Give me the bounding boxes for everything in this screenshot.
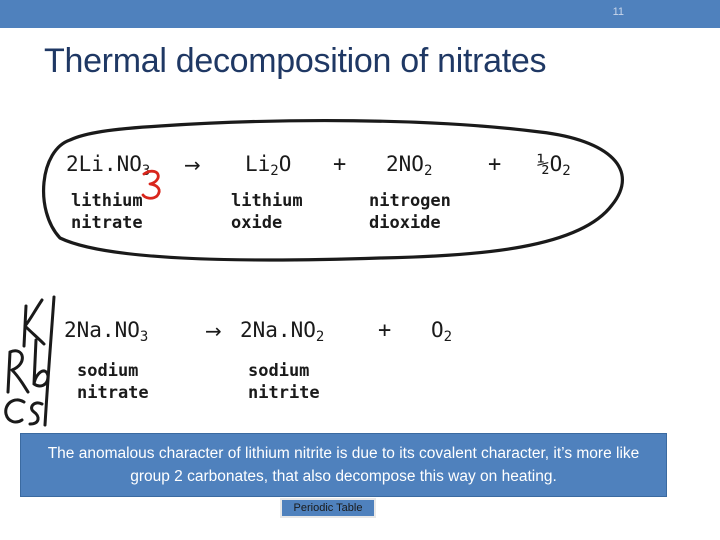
reaction2-product-sodium-nitrite: [240, 318, 324, 345]
reaction2-product-oxygen: [431, 318, 452, 345]
formula-main: 2NO: [386, 152, 424, 176]
reaction2-arrow-icon: →: [205, 319, 222, 343]
formula-subscript: 3: [139, 329, 149, 345]
reaction1-product-nitrogen-dioxide: [386, 152, 432, 179]
formula-subscript: 2: [270, 163, 279, 179]
formula-main: 2Na.NO: [240, 318, 316, 342]
reaction1-reactant: [66, 152, 150, 179]
label-lithium-nitrate: [71, 190, 143, 234]
formula-main: 2Li.NO: [66, 152, 142, 176]
handwritten-rb: [8, 340, 48, 392]
formula-subscript: 2: [443, 329, 453, 345]
label-line: dioxide: [369, 213, 441, 233]
label-line: oxide: [231, 213, 283, 233]
reaction1-plus: +: [488, 152, 502, 177]
slide-title: Thermal decomposition of nitrates: [44, 42, 547, 80]
reaction1-arrow-icon: →: [184, 153, 201, 177]
formula-main: 2Na.NO: [64, 318, 140, 342]
reaction1-product-lithium-oxide: [245, 152, 291, 179]
info-box: [20, 433, 667, 497]
formula-main: Li: [245, 152, 271, 176]
slide-number: 11: [612, 6, 624, 18]
label-line: nitrite: [248, 383, 320, 403]
reaction2-reactant: [64, 318, 148, 345]
formula-subscript: 2: [315, 329, 325, 345]
formula-main: O: [431, 318, 444, 342]
handwritten-k: [24, 300, 44, 346]
header-bar: [0, 0, 720, 28]
formula-subscript: 2: [423, 163, 433, 179]
formula-main: ½O: [537, 152, 563, 176]
formula-tail: O: [278, 152, 292, 176]
label-line: lithium: [231, 191, 303, 211]
info-text: The anomalous character of lithium nitrite is due to its covalent character, it’s more like group 2 carbonates, that also decompose this way on heating.: [47, 445, 640, 485]
handwritten-divider: [45, 297, 54, 425]
label-line: nitrate: [77, 383, 149, 403]
reaction1-plus: +: [333, 152, 347, 177]
label-nitrogen-dioxide: [369, 190, 451, 234]
label-line: nitrogen: [369, 191, 451, 211]
handwritten-cs: [6, 400, 42, 424]
reaction1-product-oxygen: [537, 152, 571, 179]
label-sodium-nitrate: [77, 360, 149, 404]
label-line: lithium: [71, 191, 143, 211]
label-line: sodium: [248, 361, 310, 381]
label-line: sodium: [77, 361, 139, 381]
label-lithium-oxide: [231, 190, 303, 234]
label-sodium-nitrite: [248, 360, 320, 404]
reaction2-plus: +: [378, 318, 392, 343]
periodic-table-button[interactable]: Periodic Table: [280, 498, 376, 518]
formula-subscript: 2: [562, 163, 571, 179]
formula-subscript: 3: [141, 163, 151, 179]
label-line: nitrate: [71, 213, 143, 233]
